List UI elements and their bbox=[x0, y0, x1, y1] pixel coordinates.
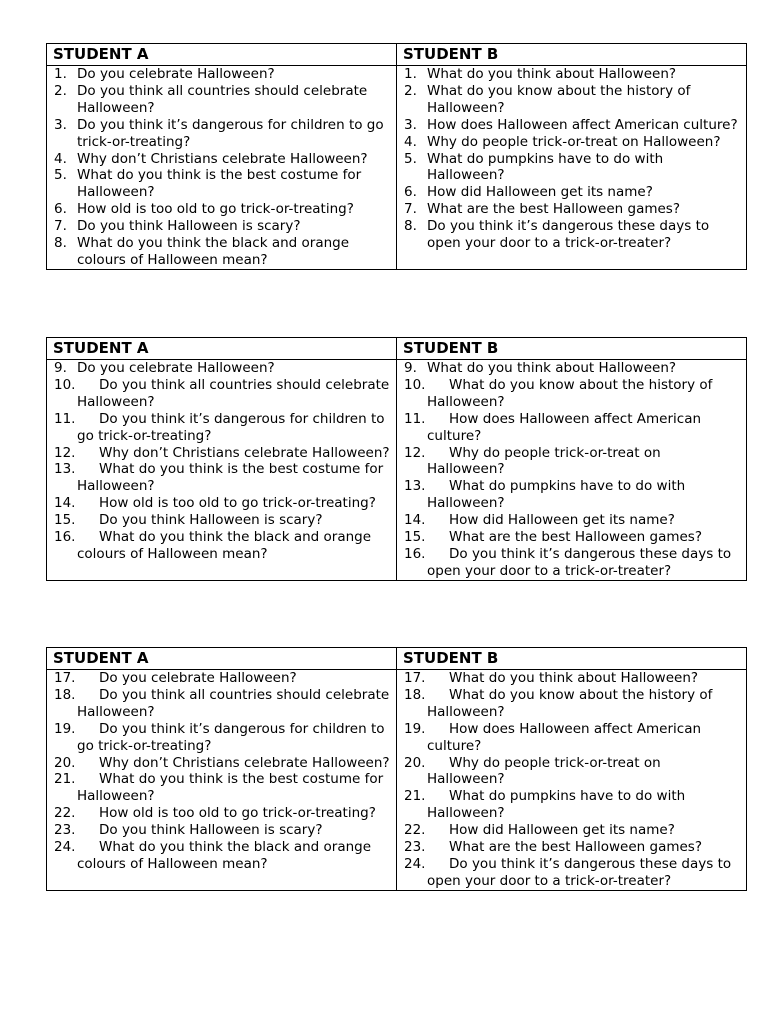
question-item bbox=[404, 184, 742, 201]
question-item bbox=[404, 839, 742, 856]
question-number: 21. bbox=[54, 771, 76, 788]
question-text: Do you think all countries should celebrate Halloween? bbox=[77, 82, 368, 116]
question-item bbox=[54, 117, 392, 151]
question-item bbox=[54, 83, 392, 117]
question-card bbox=[46, 43, 747, 270]
question-text: Why do people trick-or-treat on Halloween? bbox=[427, 133, 721, 150]
question-text: Do you celebrate Halloween? bbox=[77, 360, 275, 376]
question-text: Do you think Halloween is scary? bbox=[99, 822, 323, 839]
question-number: 4. bbox=[54, 150, 67, 167]
question-number: 22. bbox=[404, 822, 426, 839]
question-item bbox=[54, 721, 392, 755]
question-item bbox=[404, 478, 742, 512]
question-item bbox=[54, 529, 392, 563]
question-item bbox=[404, 788, 742, 822]
question-text: What do you think the black and orange colours of Halloween mean? bbox=[77, 839, 372, 872]
question-item bbox=[404, 117, 742, 134]
student-a-questions bbox=[47, 670, 397, 891]
question-number: 7. bbox=[54, 218, 67, 235]
question-item bbox=[404, 670, 742, 687]
question-number: 23. bbox=[54, 822, 76, 839]
question-list bbox=[397, 66, 746, 252]
question-list bbox=[397, 360, 746, 580]
question-number: 22. bbox=[54, 805, 76, 822]
question-item bbox=[404, 201, 742, 218]
question-text: Do you think it’s dangerous these days to open your door to a trick-or-treater? bbox=[427, 855, 732, 889]
question-text: Do you think it’s dangerous for children to go trick-or-treating? bbox=[77, 116, 384, 150]
question-text: Do you think all countries should celebrate Halloween? bbox=[77, 376, 390, 410]
question-text: Do you celebrate Halloween? bbox=[99, 670, 297, 686]
student-b-questions bbox=[397, 66, 747, 270]
question-item bbox=[54, 411, 392, 445]
question-item bbox=[404, 360, 742, 377]
question-number: 8. bbox=[404, 218, 417, 235]
question-item bbox=[404, 218, 742, 252]
question-number: 17. bbox=[54, 670, 76, 686]
student-a-header: STUDENT A bbox=[47, 44, 397, 66]
question-item bbox=[54, 151, 392, 168]
question-number: 2. bbox=[404, 82, 417, 99]
question-item bbox=[404, 822, 742, 839]
question-item bbox=[404, 377, 742, 411]
question-number: 8. bbox=[54, 235, 67, 252]
question-list bbox=[47, 360, 396, 563]
question-number: 15. bbox=[404, 529, 426, 546]
question-number: 10. bbox=[54, 376, 76, 393]
question-text: Do you think it’s dangerous these days to open your door to a trick-or-treater? bbox=[427, 545, 732, 579]
question-text: What do you think the black and orange colours of Halloween mean? bbox=[77, 235, 350, 268]
question-item bbox=[54, 377, 392, 411]
question-text: Do you think Halloween is scary? bbox=[99, 512, 323, 529]
question-text: Do you think it’s dangerous for children to go trick-or-treating? bbox=[77, 410, 385, 444]
question-number: 6. bbox=[54, 201, 67, 218]
question-text: Why do people trick-or-treat on Halloween? bbox=[427, 444, 661, 478]
question-number: 1. bbox=[404, 66, 417, 82]
question-text: What do pumpkins have to do with Halloween? bbox=[427, 788, 686, 822]
question-text: How does Halloween affect American culture? bbox=[427, 720, 702, 754]
question-item bbox=[404, 529, 742, 546]
question-item bbox=[54, 445, 392, 462]
question-text: What do you think is the best costume for Halloween? bbox=[77, 461, 384, 495]
question-item bbox=[54, 235, 392, 269]
question-number: 17. bbox=[404, 670, 426, 686]
question-text: What do you know about the history of Halloween? bbox=[427, 376, 713, 410]
question-number: 19. bbox=[54, 720, 76, 737]
question-text: How old is too old to go trick-or-treating? bbox=[77, 201, 354, 218]
question-text: Do you think it’s dangerous for children to go trick-or-treating? bbox=[77, 720, 385, 754]
question-text: What are the best Halloween games? bbox=[427, 201, 681, 218]
question-item bbox=[404, 66, 742, 83]
question-item bbox=[54, 822, 392, 839]
question-number: 9. bbox=[54, 360, 67, 376]
question-number: 15. bbox=[54, 512, 76, 529]
question-number: 21. bbox=[404, 788, 426, 805]
question-item bbox=[54, 512, 392, 529]
question-number: 1. bbox=[54, 66, 67, 82]
student-b-header: STUDENT B bbox=[397, 648, 747, 670]
question-number: 19. bbox=[404, 720, 426, 737]
question-item bbox=[404, 512, 742, 529]
question-text: Why don’t Christians celebrate Halloween? bbox=[99, 444, 390, 461]
question-text: What do you think about Halloween? bbox=[449, 670, 699, 686]
question-text: Do you think Halloween is scary? bbox=[77, 218, 301, 235]
student-a-questions bbox=[47, 360, 397, 581]
question-text: What are the best Halloween games? bbox=[449, 839, 703, 856]
question-number: 13. bbox=[404, 478, 426, 495]
question-number: 16. bbox=[54, 529, 76, 546]
question-item bbox=[404, 687, 742, 721]
question-text: How did Halloween get its name? bbox=[449, 512, 675, 529]
question-text: What do pumpkins have to do with Halloween? bbox=[427, 150, 664, 184]
question-item bbox=[404, 134, 742, 151]
question-text: Do you think it’s dangerous these days to open your door to a trick-or-treater? bbox=[427, 218, 710, 252]
question-item bbox=[54, 687, 392, 721]
question-number: 7. bbox=[404, 201, 417, 218]
question-number: 24. bbox=[54, 839, 76, 856]
student-b-questions bbox=[397, 360, 747, 581]
question-item bbox=[54, 461, 392, 495]
question-text: Why do people trick-or-treat on Halloween? bbox=[427, 754, 661, 788]
question-number: 18. bbox=[404, 686, 426, 703]
question-number: 2. bbox=[54, 82, 67, 99]
question-item bbox=[54, 805, 392, 822]
question-number: 13. bbox=[54, 461, 76, 478]
student-a-header: STUDENT A bbox=[47, 338, 397, 360]
question-card bbox=[46, 647, 747, 891]
question-item bbox=[54, 771, 392, 805]
question-number: 20. bbox=[54, 754, 76, 771]
question-list bbox=[47, 670, 396, 873]
question-item bbox=[404, 445, 742, 479]
question-number: 3. bbox=[404, 116, 417, 133]
question-text: What are the best Halloween games? bbox=[449, 529, 703, 546]
question-text: Do you think all countries should celebrate Halloween? bbox=[77, 686, 390, 720]
question-item bbox=[404, 83, 742, 117]
question-item bbox=[404, 755, 742, 789]
question-text: What do you know about the history of Halloween? bbox=[427, 686, 713, 720]
question-text: What do you think is the best costume for Halloween? bbox=[77, 771, 384, 805]
question-number: 10. bbox=[404, 376, 426, 393]
question-item bbox=[54, 839, 392, 873]
question-item bbox=[54, 755, 392, 772]
question-item bbox=[404, 411, 742, 445]
question-number: 5. bbox=[54, 167, 67, 184]
question-item bbox=[404, 721, 742, 755]
student-a-header: STUDENT A bbox=[47, 648, 397, 670]
student-b-header: STUDENT B bbox=[397, 44, 747, 66]
question-list bbox=[47, 66, 396, 269]
question-item bbox=[404, 856, 742, 890]
question-item bbox=[54, 201, 392, 218]
question-text: What do you think about Halloween? bbox=[427, 66, 677, 82]
question-text: How does Halloween affect American culture? bbox=[427, 410, 702, 444]
question-list bbox=[397, 670, 746, 890]
question-text: What do you know about the history of Halloween? bbox=[427, 82, 691, 116]
question-number: 24. bbox=[404, 855, 426, 872]
question-item bbox=[54, 167, 392, 201]
student-b-questions bbox=[397, 670, 747, 891]
question-card bbox=[46, 337, 747, 581]
question-item bbox=[54, 218, 392, 235]
question-number: 14. bbox=[404, 512, 426, 529]
question-text: How old is too old to go trick-or-treating? bbox=[99, 495, 376, 512]
question-text: What do pumpkins have to do with Halloween? bbox=[427, 478, 686, 512]
question-number: 12. bbox=[54, 444, 76, 461]
question-text: How old is too old to go trick-or-treating? bbox=[99, 805, 376, 822]
question-item bbox=[54, 66, 392, 83]
question-number: 20. bbox=[404, 754, 426, 771]
student-b-header: STUDENT B bbox=[397, 338, 747, 360]
question-text: Why don’t Christians celebrate Halloween? bbox=[77, 150, 368, 167]
question-text: Why don’t Christians celebrate Halloween? bbox=[99, 754, 390, 771]
question-text: How did Halloween get its name? bbox=[449, 822, 675, 839]
question-number: 11. bbox=[54, 410, 76, 427]
question-number: 9. bbox=[404, 360, 417, 376]
question-number: 12. bbox=[404, 444, 426, 461]
student-a-questions bbox=[47, 66, 397, 270]
question-text: What do you think about Halloween? bbox=[427, 360, 677, 376]
question-number: 16. bbox=[404, 545, 426, 562]
question-item bbox=[54, 360, 392, 377]
question-number: 18. bbox=[54, 686, 76, 703]
question-number: 6. bbox=[404, 184, 417, 201]
question-item bbox=[54, 670, 392, 687]
question-item bbox=[404, 546, 742, 580]
question-item bbox=[404, 151, 742, 185]
question-text: What do you think the black and orange colours of Halloween mean? bbox=[77, 529, 372, 562]
question-number: 11. bbox=[404, 410, 426, 427]
question-number: 23. bbox=[404, 839, 426, 856]
question-item bbox=[54, 495, 392, 512]
question-number: 4. bbox=[404, 133, 417, 150]
question-number: 5. bbox=[404, 150, 417, 167]
question-text: Do you celebrate Halloween? bbox=[77, 66, 275, 82]
question-text: How did Halloween get its name? bbox=[427, 184, 653, 201]
question-number: 3. bbox=[54, 116, 67, 133]
question-text: How does Halloween affect American culture? bbox=[427, 116, 738, 133]
question-text: What do you think is the best costume for Halloween? bbox=[77, 167, 362, 201]
question-number: 14. bbox=[54, 495, 76, 512]
